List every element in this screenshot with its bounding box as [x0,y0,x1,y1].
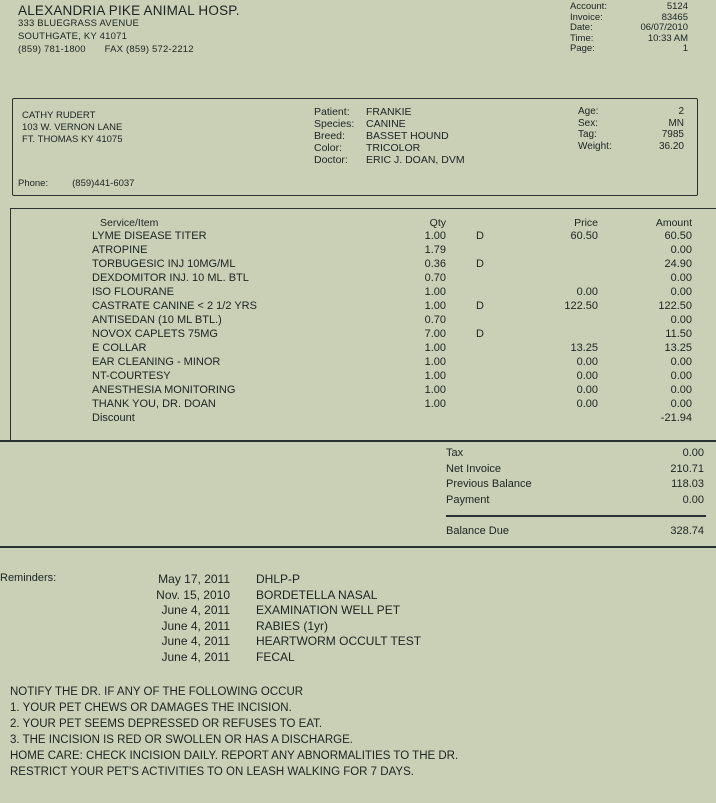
reminder-description: RABIES (1yr) [256,618,329,633]
item-amount: 0.00 [670,244,692,256]
item-qty: 1.00 [424,370,446,382]
reminders-label: Reminders: [0,572,57,584]
item-amount: 0.00 [670,398,692,410]
item-qty: 1.00 [424,300,446,312]
item-amount: 0.00 [670,370,692,382]
item-name: DEXDOMITOR INJ. 10 ML. BTL [92,272,249,284]
invoice-label: Invoice: [570,11,603,23]
client-address-line2: FT. THOMAS KY 41075 [22,134,123,145]
line-item-row [92,243,700,257]
patient-weight: 36.20 [658,140,684,152]
instruction-line: RESTRICT YOUR PET'S ACTIVITIES TO ON LEASH WALKING FOR 7 DAYS. [10,766,414,778]
item-name: LYME DISEASE TITER [92,230,207,242]
item-name: Discount [92,412,135,424]
line-items-header [92,218,700,229]
item-qty: 1.00 [424,230,446,242]
reminder-date: June 4, 2011 [161,603,230,617]
species-label: Species: [314,118,355,130]
header-amount: Amount [655,217,692,229]
item-price: 0.00 [576,384,598,396]
client-name: CATHY RUDERT [22,110,96,121]
header-price: Price [574,217,598,229]
item-amount: 122.50 [658,300,692,312]
hospital-phone: (859) 781-1800 [18,44,86,55]
line-item-row [92,355,700,369]
hospital-header [18,4,240,56]
item-amount: 0.00 [670,272,692,284]
invoice-date: 06/07/2010 [640,22,688,33]
item-name: NOVOX CAPLETS 75MG [92,328,218,340]
item-name: CASTRATE CANINE < 2 1/2 YRS [92,300,257,312]
line-item-row [92,341,700,355]
item-qty: 1.00 [424,384,446,396]
item-price: 13.25 [570,342,598,354]
invoice-number: 83465 [661,11,688,23]
line-item-row [92,383,700,397]
client-block [22,110,123,146]
instruction-line: HOME CARE: CHECK INCISION DAILY. REPORT ANY ABNORMALITIES TO THE DR. [10,750,459,762]
hospital-address-line2: SOUTHGATE, KY 41071 [18,31,128,42]
item-amount: 13.25 [664,342,692,354]
reminder-date: May 17, 2011 [158,572,230,586]
item-name: EAR CLEANING - MINOR [92,356,221,368]
patient-stats [578,106,684,152]
reminder-date: June 4, 2011 [161,634,230,648]
reminder-date: June 4, 2011 [161,649,230,664]
item-qty: 0.36 [424,258,446,270]
previous-balance-label: Previous Balance [446,478,532,490]
client-phone-row [18,178,134,189]
item-amount: 0.00 [670,356,692,368]
patient-name: FRANKIE [366,106,412,118]
instruction-line: 3. THE INCISION IS RED OR SWOLLEN OR HAS A DISCHARGE. [10,734,353,746]
item-qty: 1.00 [424,342,446,354]
weight-label: Weight: [578,140,612,152]
account-info [570,2,688,55]
balance-due-row [446,524,704,540]
item-name: ISO FLOURANE [92,286,174,298]
payment-value: 0.00 [682,493,704,506]
net-invoice-value: 210.71 [670,462,704,475]
header-qty: Qty [429,217,446,229]
hospital-address-line1: 333 BLUEGRASS AVENUE [18,18,140,29]
item-qty: 0.70 [424,314,446,326]
item-amount: 24.90 [664,258,692,270]
line-item-row [92,327,700,341]
client-address-line1: 103 W. VERNON LANE [22,122,123,133]
item-flag: D [476,328,484,340]
reminder-description: EXAMINATION WELL PET [256,603,401,617]
patient-doctor: ERIC J. DOAN, DVM [366,154,465,166]
item-price: 122.50 [564,300,598,312]
patient-color: TRICOLOR [366,142,421,154]
reminder-date: June 4, 2011 [161,618,230,633]
item-price: 0.00 [576,370,598,382]
line-item-row [92,411,700,425]
line-item-row [92,397,700,411]
tax-label: Tax [446,447,464,459]
item-name: ANESTHESIA MONITORING [92,384,236,396]
patient-label: Patient: [314,106,350,118]
hospital-name: ALEXANDRIA PIKE ANIMAL HOSP. [18,3,240,18]
sex-label: Sex: [578,117,599,129]
page-label: Page: [570,43,595,54]
instruction-line: NOTIFY THE DR. IF ANY OF THE FOLLOWING OCCUR [10,686,304,698]
balance-due-value: 328.74 [670,525,704,537]
line-item-row [92,257,700,271]
totals-block [446,446,704,508]
line-item-row [92,313,700,327]
age-label: Age: [578,106,599,117]
item-flag: D [476,300,484,312]
item-amount: 11.50 [665,328,692,340]
item-amount: 0.00 [670,384,692,396]
hospital-fax: FAX (859) 572-2212 [104,44,194,55]
account-number: 5124 [666,1,688,12]
payment-label: Payment [446,493,490,506]
client-phone: (859)441-6037 [72,178,135,189]
line-item-row [92,369,700,383]
patient-block [314,106,465,166]
item-price: 60.50 [570,230,598,242]
item-price: 0.00 [576,286,598,298]
item-name: E COLLAR [92,342,147,354]
item-name: TORBUGESIC INJ 10MG/ML [92,258,236,270]
patient-age: 2 [678,106,684,117]
balance-due-label: Balance Due [446,525,509,537]
item-price: 0.00 [576,356,598,368]
reminder-description: FECAL [256,649,295,664]
item-amount: 60.50 [664,230,692,242]
color-label: Color: [314,142,343,154]
care-instructions [10,684,458,780]
patient-species: CANINE [366,118,406,130]
item-amount: 0.00 [670,314,692,326]
item-qty: 1.79 [424,244,446,256]
line-item-row [92,299,700,313]
phone-label: Phone: [18,178,49,189]
header-service: Service/Item [100,217,159,229]
line-item-row [92,271,700,285]
reminder-description: BORDETELLA NASAL [256,587,378,602]
line-item-row [92,285,700,299]
invoice-time: 10:33 AM [647,32,688,44]
totals-rule [446,515,706,517]
item-qty: 1.00 [424,356,446,368]
item-flag: D [476,258,484,270]
page-number: 1 [682,43,688,54]
time-label: Time: [570,32,594,44]
patient-tag: 7985 [661,129,684,140]
item-qty: 1.00 [424,286,446,298]
item-flag: D [476,230,484,242]
item-amount: -21.94 [660,412,692,424]
items-bottom-rule [0,440,716,442]
line-items-table [92,218,700,425]
item-amount: 0.00 [670,286,692,298]
breed-label: Breed: [314,130,345,142]
instruction-line: 1. YOUR PET CHEWS OR DAMAGES THE INCISION. [10,702,292,714]
reminder-date: Nov. 15, 2010 [156,587,230,602]
item-qty: 1.00 [424,398,446,410]
reminder-description: DHLP-P [256,572,301,586]
date-label: Date: [570,22,593,33]
item-name: NT-COURTESY [92,370,171,382]
item-qty: 0.70 [424,272,446,284]
item-name: ATROPINE [92,244,148,256]
tax-value: 0.00 [682,447,704,459]
item-price: 0.00 [576,398,598,410]
line-item-row [92,229,700,243]
totals-bottom-rule [0,546,716,548]
doctor-label: Doctor: [314,154,348,166]
patient-sex: MN [668,117,684,129]
item-name: THANK YOU, DR. DOAN [92,398,216,410]
account-label: Account: [570,1,607,12]
reminder-description: HEARTWORM OCCULT TEST [256,634,422,648]
item-qty: 7.00 [424,328,446,340]
item-name: ANTISEDAN (10 ML BTL.) [92,314,222,326]
patient-breed: BASSET HOUND [366,130,449,142]
tag-label: Tag: [578,129,597,140]
previous-balance-value: 118.03 [671,478,704,490]
net-invoice-label: Net Invoice [446,462,502,475]
instruction-line: 2. YOUR PET SEEMS DEPRESSED OR REFUSES TO EAT. [10,718,323,730]
